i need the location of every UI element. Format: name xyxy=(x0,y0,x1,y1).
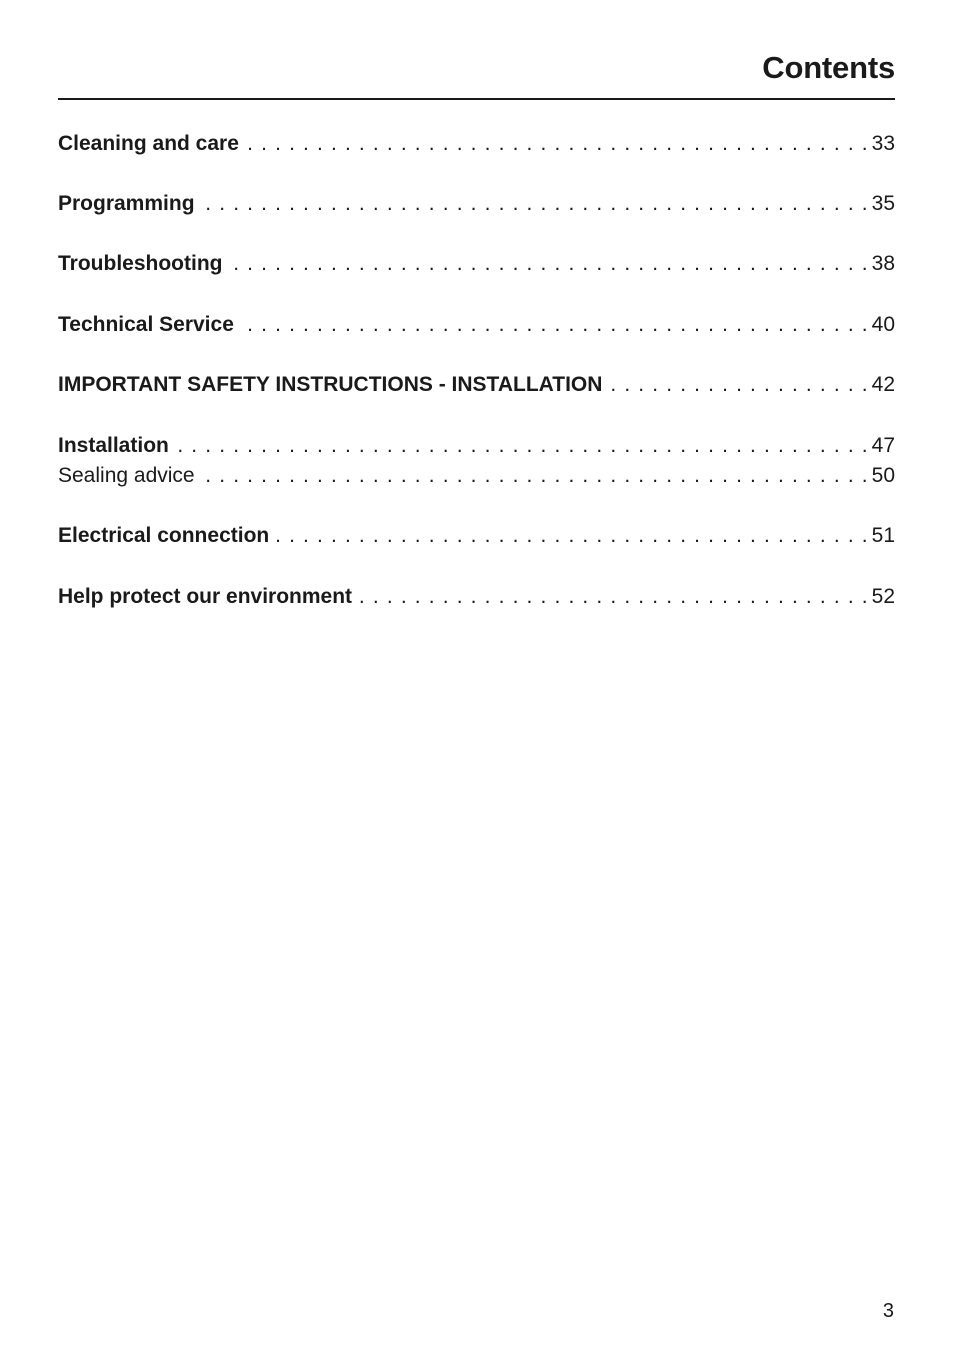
toc-entry-page: 52 xyxy=(871,585,895,608)
page-number: 3 xyxy=(882,1300,894,1322)
dot-leader xyxy=(606,370,867,400)
toc-entry-cleaning-and-care[interactable] xyxy=(58,129,895,159)
dot-leader xyxy=(199,461,868,491)
dot-leader xyxy=(356,582,868,612)
toc-entry-label: Programming xyxy=(58,192,195,215)
toc-entry-troubleshooting[interactable] xyxy=(58,249,895,279)
toc-entry-technical-service[interactable] xyxy=(58,310,895,340)
title-divider xyxy=(58,98,895,100)
toc-entry-label: IMPORTANT SAFETY INSTRUCTIONS - INSTALLATION xyxy=(58,373,603,396)
toc-entry-page: 47 xyxy=(871,434,895,457)
toc-entry-sealing-advice[interactable] xyxy=(58,461,895,491)
toc-entry-label: Help protect our environment xyxy=(58,585,353,608)
toc-entry-installation[interactable] xyxy=(58,431,895,461)
toc-entry-label: Installation xyxy=(58,434,169,457)
toc-entry-important-safety-instructions-installation[interactable] xyxy=(58,370,895,400)
dot-leader xyxy=(238,310,868,340)
dot-leader xyxy=(226,249,867,279)
toc-entry-label: Cleaning and care xyxy=(58,132,239,155)
toc-entry-help-protect-our-environment[interactable] xyxy=(58,582,895,612)
toc-entry-programming[interactable] xyxy=(58,189,895,219)
dot-leader xyxy=(173,431,868,461)
toc-entry-page: 40 xyxy=(871,313,895,336)
toc-entry-label: Electrical connection xyxy=(58,524,270,547)
toc-entry-page: 38 xyxy=(871,252,895,275)
toc-entry-page: 42 xyxy=(871,373,895,396)
toc-entry-page: 50 xyxy=(871,464,895,487)
dot-leader xyxy=(199,189,868,219)
toc-entry-page: 35 xyxy=(871,192,895,215)
page-title: Contents xyxy=(762,50,895,85)
toc-entry-label: Troubleshooting xyxy=(58,252,223,275)
dot-leader xyxy=(273,521,867,551)
toc-entry-electrical-connection[interactable] xyxy=(58,521,895,551)
toc-entry-label: Technical Service xyxy=(58,313,234,336)
toc-entry-label: Sealing advice xyxy=(58,464,195,487)
toc-entry-page: 33 xyxy=(871,132,895,155)
dot-leader xyxy=(243,129,868,159)
toc-entry-page: 51 xyxy=(871,524,895,547)
